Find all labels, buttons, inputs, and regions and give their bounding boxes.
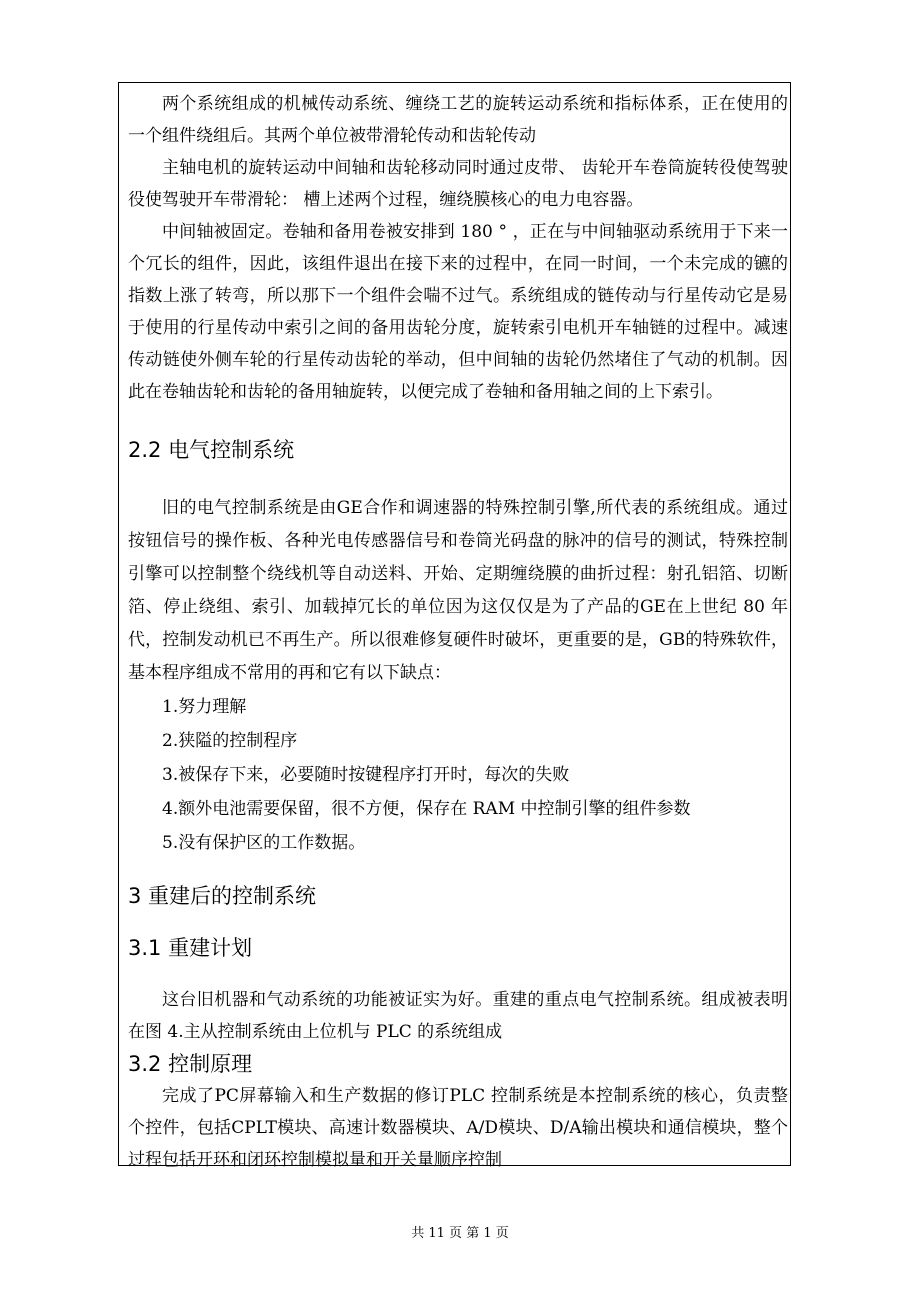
paragraph-rebuild-plan: 这台旧机器和气动系统的功能被证实为好。重建的重点电气控制系统。组成被表明在图 4.主从控制系统由上位机与 PLC 的系统组成 [128, 990, 788, 1042]
heading-2-2: 2.2 电气控制系统 [128, 438, 295, 462]
paragraph-control-principle: 完成了PC屏幕输入和生产数据的修订PLC 控制系统是本控制系统的核心，负责整个控件，包括CPLT模块、高速计数器模块、A/D模块、D/A输出模块和通信模块，整个过程包括开环和闭环控制模拟量和开关量顺序控制 [128, 1086, 788, 1170]
document-body [128, 88, 788, 1176]
list-item: 5.没有保护区的工作数据。 [162, 833, 366, 853]
heading-3-1: 3.1 重建计划 [128, 936, 253, 960]
paragraph-spindle-motor: 主轴电机的旋转运动中间轴和齿轮移动同时通过皮带、 齿轮开车卷筒旋转役使驾驶役使驾驶开车带滑轮： 槽上述两个过程，缠绕膜核心的电力电容器。 [128, 158, 788, 210]
heading-3: 3 重建后的控制系统 [128, 884, 317, 908]
paragraph-intermediate-shaft: 中间轴被固定。卷轴和备用卷被安排到 180 ° ，正在与中间轴驱动系统用于下来一个冗长的组件，因此，该组件退出在接下来的过程中，在同一时间，一个未完成的镳的指数上涨了转弯，所以那下一个组件会喘不过气。系统组成的链传动与行星传动它是易于使用的行星传动中索引之间的备用齿轮分度，旋转索引电机开车轴链的过程中。减速传动链使外侧车轮的行星传动齿轮的举动，但中间轴的齿轮仍然堵住了气动的机制。因此在卷轴齿轮和齿轮的备用轴旋转，以便完成了卷轴和备用轴之间的上下索引。 [128, 222, 788, 402]
list-item: 4.额外电池需要保留，很不方便，保存在 RAM 中控制引擎的组件参数 [162, 799, 691, 819]
paragraph-old-electrical-system: 旧的电气控制系统是由GE合作和调速器的特殊控制引擎,所代表的系统组成。通过按钮信号的操作板、各种光电传感器信号和卷筒光码盘的脉冲的信号的测试，特殊控制引擎可以控制整个绕线机等自动送料、开始、定期缠绕膜的曲折过程：射孔铝箔、切断箔、停止绕组、索引、加载掉冗长的单位因为这仅仅是为了产品的GE在上世纪 80 年代，控制发动机已不再生产。所以很难修复硬件时破坏，更重要的是，GB的特殊软件，基本程序组成不常用的再和它有以下缺点： [128, 498, 788, 683]
defects-list [128, 690, 788, 860]
heading-3-2: 3.2 控制原理 [128, 1052, 253, 1076]
page-footer: 共 11 页 第 1 页 [411, 1226, 509, 1241]
list-item: 2.狭隘的控制程序 [162, 731, 298, 751]
list-item: 3.被保存下来，必要随时按键程序打开时，每次的失败 [162, 765, 570, 785]
list-item: 1.努力理解 [162, 697, 247, 717]
paragraph-mechanical-drive: 两个系统组成的机械传动系统、缠绕工艺的旋转运动系统和指标体系，正在使用的一个组件绕组后。其两个单位被带滑轮传动和齿轮传动 [128, 94, 788, 146]
